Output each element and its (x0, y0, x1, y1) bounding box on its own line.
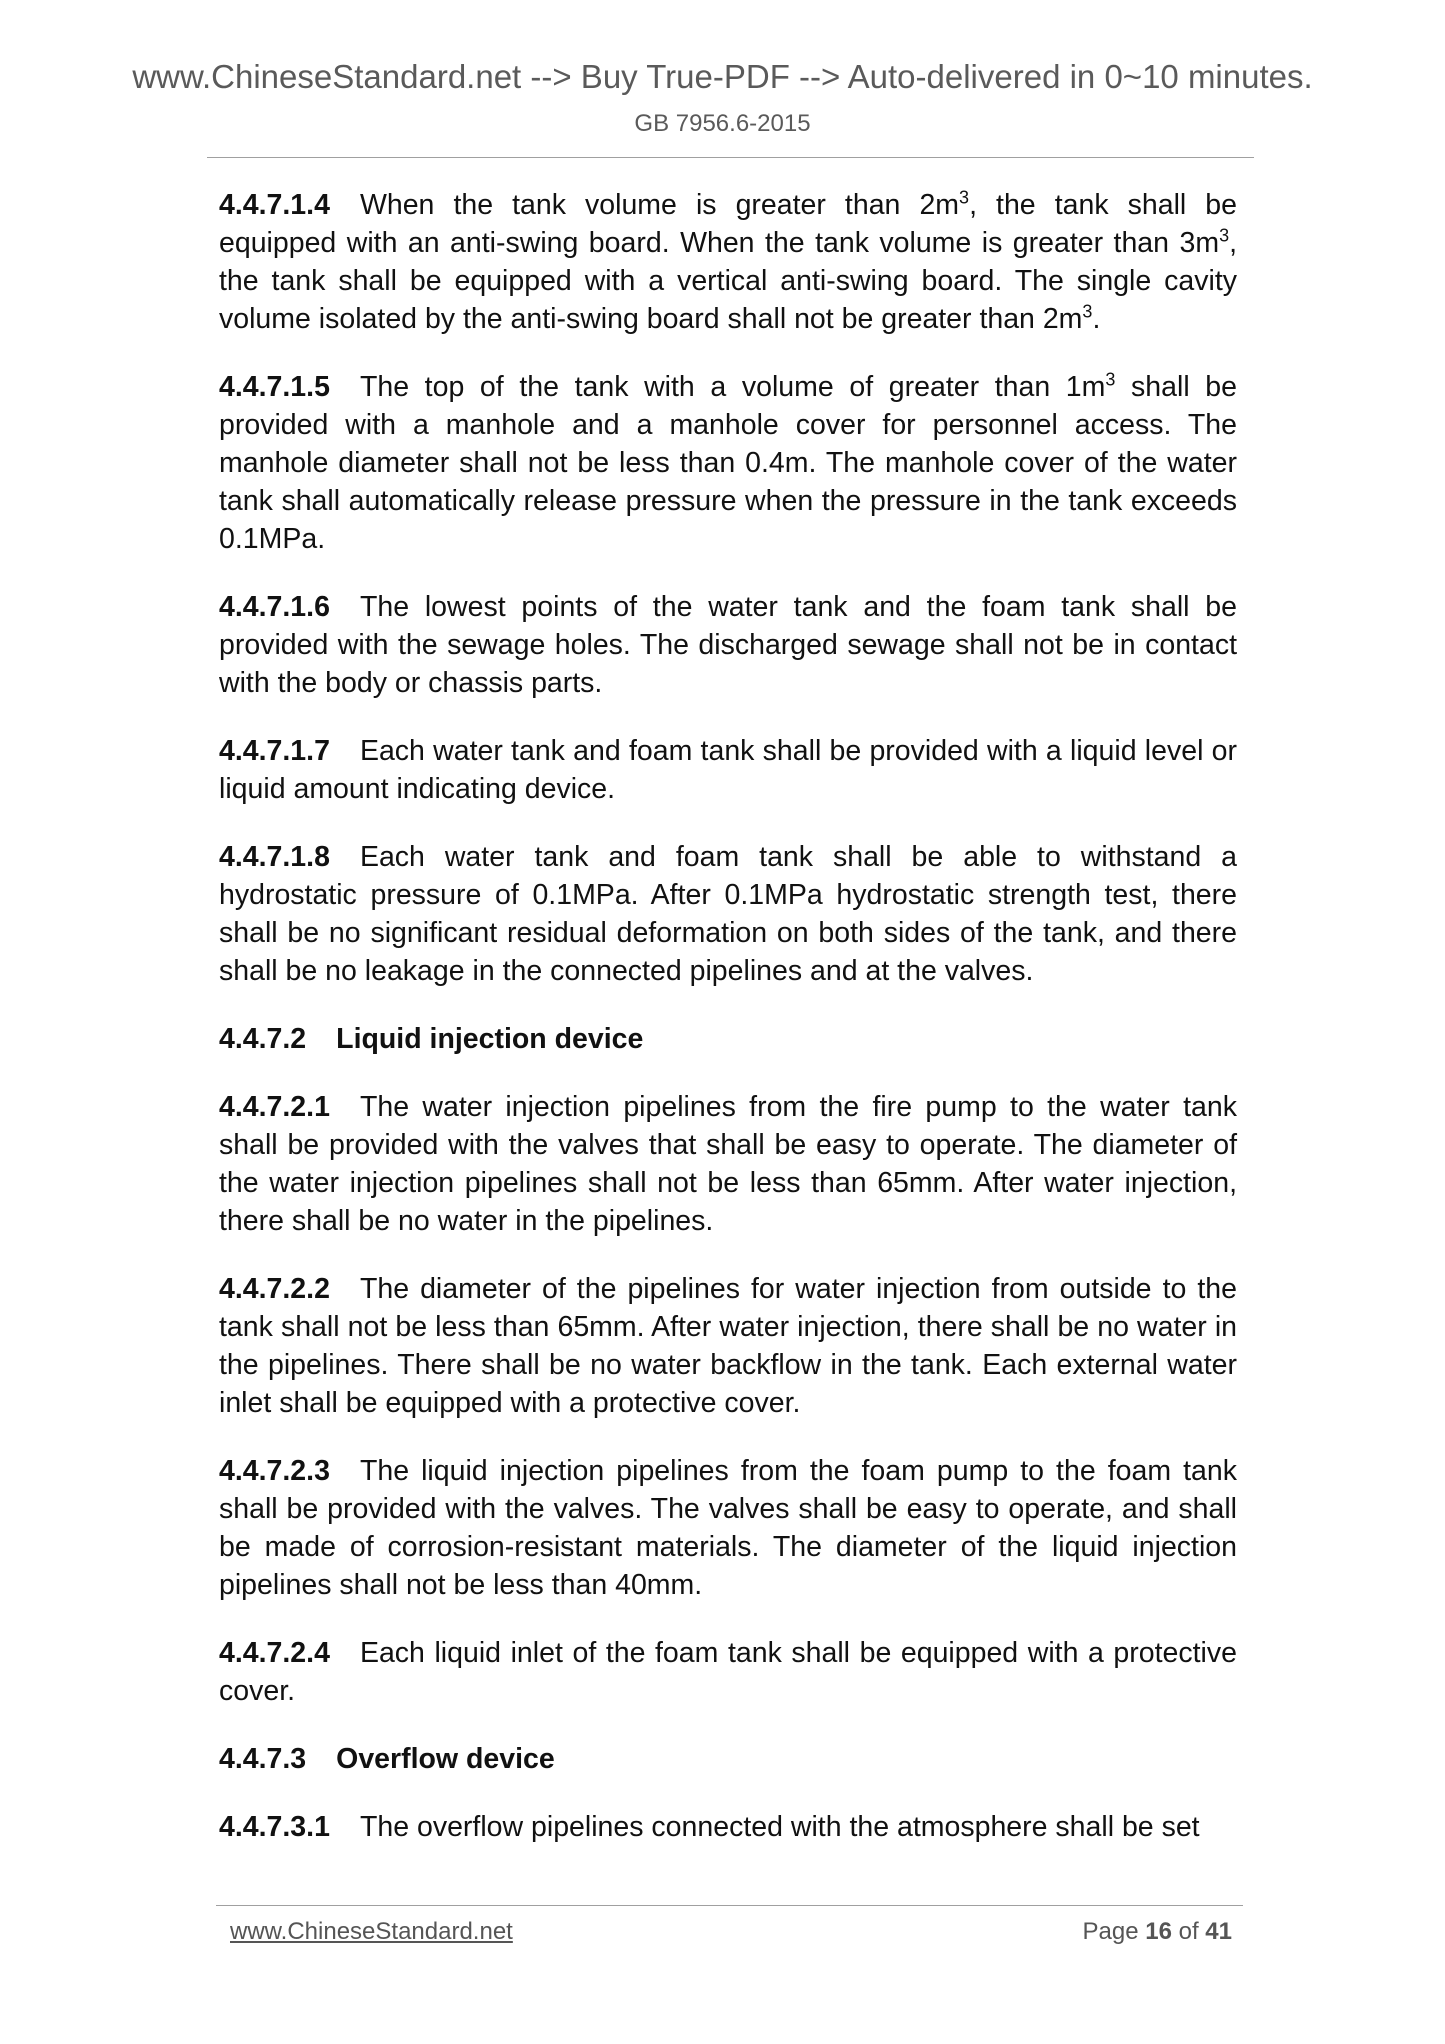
heading-title: Overflow device (336, 1743, 555, 1775)
clause-4-4-7-1-8 (219, 838, 1237, 990)
clause-4-4-7-1-5 (219, 368, 1237, 558)
superscript: 3 (1105, 369, 1116, 390)
clause-number: 4.4.7.2.2 (219, 1273, 330, 1305)
clause-text: The water injection pipelines from the fire pump to the water tank shall be provided with the valves that shall be easy to operate. The diameter of the water injection pipelines shall not be less than 65mm. After water injection, there shall be no water in the pipelines. (219, 1091, 1237, 1237)
footer-divider (216, 1905, 1243, 1906)
clause-text: Each water tank and foam tank shall be able to withstand a hydrostatic pressure of 0.1MPa. After 0.1MPa hydrostatic strength test, there shall be no significant residual deformation on both sides of the tank, and there shall be no leakage in the connected pipelines and at the valves. (219, 841, 1237, 987)
heading-title: Liquid injection device (336, 1023, 644, 1055)
clause-text: When the tank volume is greater than 2m (359, 189, 960, 221)
clause-4-4-7-2-2 (219, 1270, 1237, 1422)
clause-number: 4.4.7.1.4 (219, 189, 330, 221)
superscript: 3 (959, 187, 970, 208)
section-heading-4-4-7-2 (219, 1020, 1237, 1058)
clause-number: 4.4.7.1.5 (219, 371, 330, 403)
standard-number: GB 7956.6-2015 (634, 110, 811, 137)
clause-4-4-7-2-3 (219, 1452, 1237, 1604)
clause-text: Each liquid inlet of the foam tank shall be equipped with a protective cover. (219, 1637, 1237, 1707)
current-page-number: 16 (1145, 1918, 1172, 1945)
document-body (219, 186, 1237, 1876)
footer-website-link[interactable]: www.ChineseStandard.net (230, 1918, 513, 1945)
clause-4-4-7-1-7 (219, 732, 1237, 808)
clause-number: 4.4.7.1.7 (219, 735, 330, 767)
page-label: Page (1082, 1918, 1139, 1945)
clause-text: , the tank shall be equipped with a vertical anti-swing board. The single cavity volume isolated by the anti-swing board shall not be greater than 2m (219, 227, 1237, 335)
clause-text: The liquid injection pipelines from the foam pump to the foam tank shall be provided with the valves. The valves shall be easy to operate, and shall be made of corrosion-resistant materials. The diameter of the liquid injection pipelines shall not be less than 40mm. (219, 1455, 1237, 1601)
clause-4-4-7-2-4 (219, 1634, 1237, 1710)
clause-text: The overflow pipelines connected with the atmosphere shall be set (359, 1811, 1200, 1843)
clause-number: 4.4.7.1.6 (219, 591, 330, 623)
section-heading-4-4-7-3 (219, 1740, 1237, 1778)
heading-number: 4.4.7.2 (219, 1023, 307, 1055)
heading-number: 4.4.7.3 (219, 1743, 307, 1775)
header-banner: www.ChineseStandard.net --> Buy True-PDF --> Auto-delivered in 0~10 minutes. (132, 58, 1313, 95)
total-pages-number: 41 (1205, 1918, 1232, 1945)
clause-text: shall be provided with a manhole and a manhole cover for personnel access. The manhole diameter shall not be less than 0.4m. The manhole cover of the water tank shall automatically release pressure when the pressure in the tank exceeds 0.1MPa. (219, 371, 1237, 555)
clause-number: 4.4.7.2.1 (219, 1091, 330, 1123)
clause-number: 4.4.7.3.1 (219, 1811, 330, 1843)
clause-text: The top of the tank with a volume of greater than 1m (359, 371, 1106, 403)
clause-4-4-7-1-6 (219, 588, 1237, 702)
clause-text: The lowest points of the water tank and the foam tank shall be provided with the sewage holes. The discharged sewage shall not be in contact with the body or chassis parts. (219, 591, 1237, 699)
clause-4-4-7-2-1 (219, 1088, 1237, 1240)
header-divider (207, 157, 1254, 158)
clause-4-4-7-3-1 (219, 1808, 1237, 1846)
superscript: 3 (1219, 225, 1230, 246)
clause-4-4-7-1-4 (219, 186, 1237, 338)
clause-text: . (1092, 303, 1101, 335)
clause-text: , the tank shall be equipped with an anti-swing board. When the tank volume is greater than 3m (219, 189, 1237, 259)
clause-number: 4.4.7.2.3 (219, 1455, 330, 1487)
page-indicator (1083, 1918, 1233, 1946)
clause-text: Each water tank and foam tank shall be provided with a liquid level or liquid amount indicating device. (219, 735, 1237, 805)
clause-text: The diameter of the pipelines for water injection from outside to the tank shall not be less than 65mm. After water injection, there shall be no water in the pipelines. There shall be no water backflow in the tank. Each external water inlet shall be equipped with a protective cover. (219, 1273, 1237, 1419)
superscript: 3 (1082, 301, 1093, 322)
clause-number: 4.4.7.1.8 (219, 841, 330, 873)
page-of-label: of (1178, 1918, 1199, 1945)
clause-number: 4.4.7.2.4 (219, 1637, 330, 1669)
